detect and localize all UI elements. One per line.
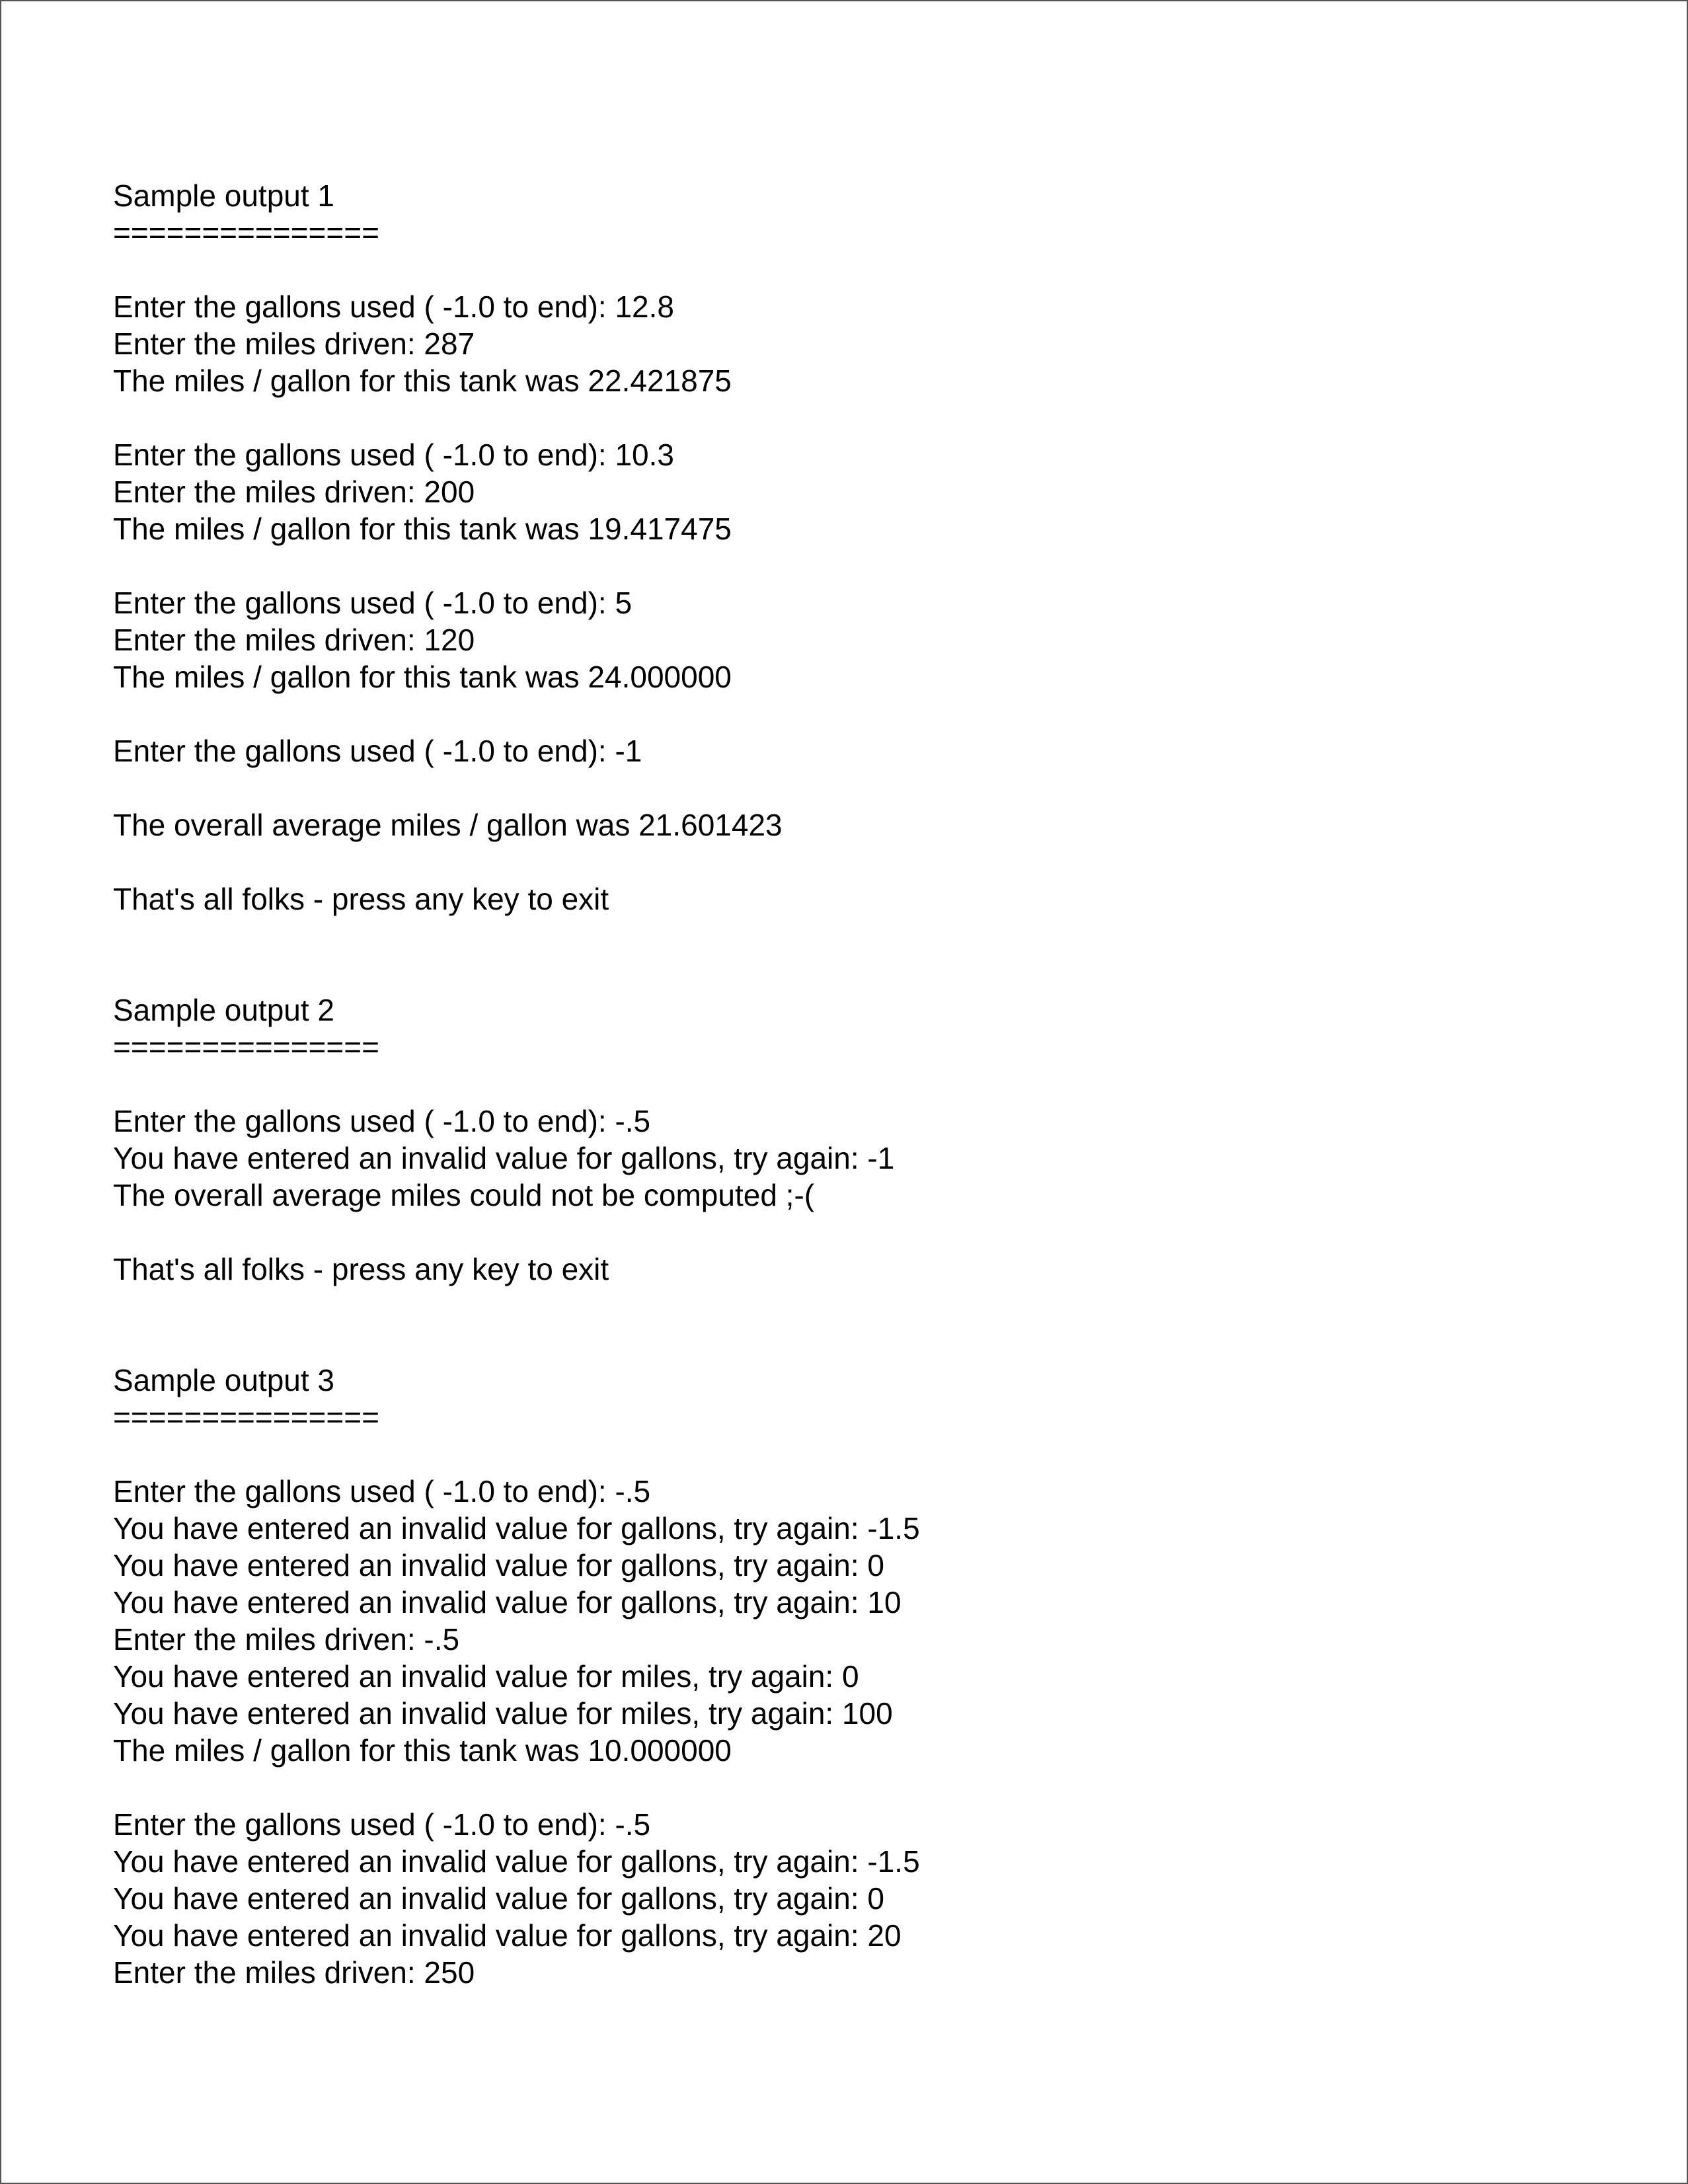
output-line: You have entered an invalid value for gallons, try again: 10 [113,1585,902,1619]
output-line: Enter the gallons used ( -1.0 to end): -.5 [113,1807,651,1842]
output-line: You have entered an invalid value for gallons, try again: -1.5 [113,1511,920,1545]
output-line: Enter the gallons used ( -1.0 to end): -.5 [113,1474,651,1508]
sample-2-underline: =============== [113,1030,379,1064]
sample-1-title: Sample output 1 [113,178,335,213]
sample-3-title: Sample output 3 [113,1363,335,1397]
sample-1-underline: =============== [113,215,379,250]
output-line: You have entered an invalid value for gallons, try again: -1 [113,1141,895,1175]
sample-3-underline: =============== [113,1400,379,1434]
output-line: You have entered an invalid value for gallons, try again: -1.5 [113,1844,920,1879]
output-line: Enter the gallons used ( -1.0 to end): -1 [113,734,642,768]
output-line: The miles / gallon for this tank was 24.000000 [113,660,732,694]
output-line: Enter the miles driven: 287 [113,327,475,361]
output-line: Enter the miles driven: 250 [113,1955,475,1990]
output-line: The overall average miles could not be computed ;-( [113,1178,815,1212]
output-line: Enter the miles driven: 120 [113,623,475,657]
output-line: The miles / gallon for this tank was 10.000000 [113,1733,732,1768]
output-line: Enter the miles driven: 200 [113,475,475,509]
output-line: The overall average miles / gallon was 21.601423 [113,808,783,842]
output-line: Enter the gallons used ( -1.0 to end): 5 [113,586,633,620]
output-line: That's all folks - press any key to exit [113,1252,609,1286]
output-line: You have entered an invalid value for gallons, try again: 20 [113,1918,902,1953]
document-content [113,177,1633,1991]
output-line: Enter the miles driven: -.5 [113,1622,460,1657]
output-line: Enter the gallons used ( -1.0 to end): 12.8 [113,290,674,324]
output-line: You have entered an invalid value for gallons, try again: 0 [113,1881,884,1916]
output-line: The miles / gallon for this tank was 22.421875 [113,364,732,398]
output-line: The miles / gallon for this tank was 19.417475 [113,512,732,546]
sample-2-title: Sample output 2 [113,993,335,1027]
output-line: Enter the gallons used ( -1.0 to end): -.5 [113,1104,651,1138]
output-line: You have entered an invalid value for gallons, try again: 0 [113,1548,884,1582]
output-line: You have entered an invalid value for miles, try again: 100 [113,1696,893,1731]
output-line: That's all folks - press any key to exit [113,882,609,916]
output-line: Enter the gallons used ( -1.0 to end): 10.3 [113,438,674,472]
output-line: You have entered an invalid value for miles, try again: 0 [113,1659,859,1694]
